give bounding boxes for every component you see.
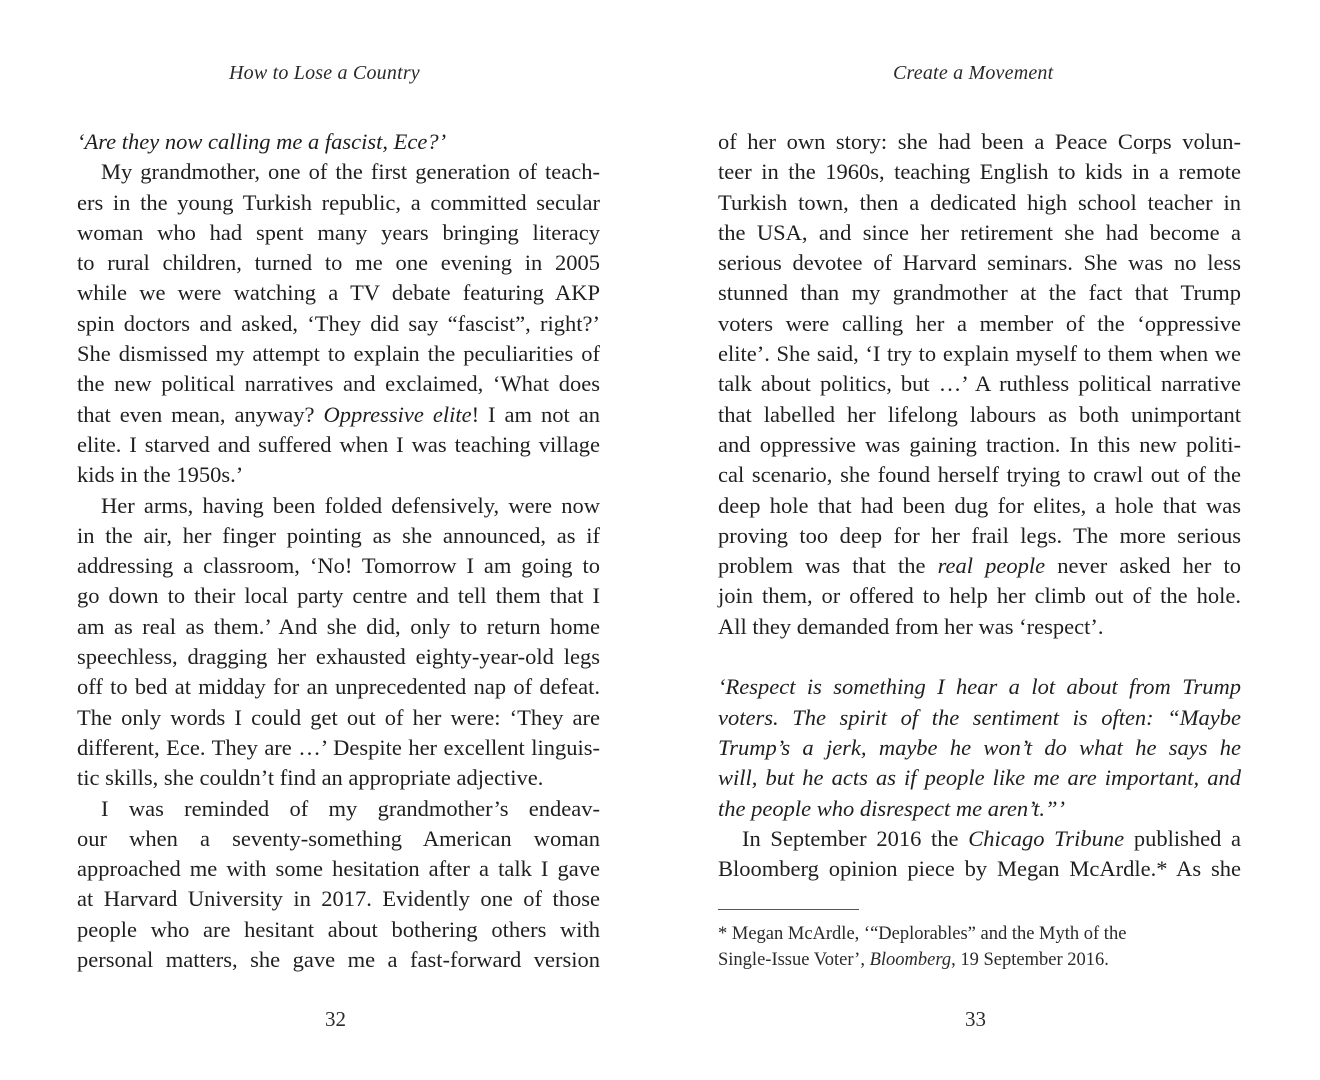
text-line: problem was that the real people never asked her to (718, 553, 1241, 579)
text-line: join them, or offered to help her climb out of the hole. (718, 583, 1241, 609)
text-line: woman who had spent many years bringing literacy (77, 219, 600, 245)
text-line: our when a seventy-something American woman (77, 825, 600, 851)
text-line: spin doctors and asked, ‘They did say “fascist”, right?’ (77, 310, 600, 336)
text-line: and oppressive was gaining traction. In this new politi- (718, 431, 1241, 457)
text-line: speechless, dragging her exhausted eighty-year-old legs (77, 644, 600, 670)
text-line: that labelled her lifelong labours as both unimportant (718, 401, 1241, 427)
text-line: elite’. She said, ‘I try to explain myself to them when we (718, 341, 1241, 367)
footnote-rule (718, 909, 859, 910)
text-line: in the air, her finger pointing as she announced, as if (77, 522, 600, 548)
section-gap (718, 642, 1241, 672)
block-quote-line: ‘Respect is something I hear a lot about from Trump (718, 674, 1241, 700)
text-line: All they demanded from her was ‘respect’. (718, 613, 1104, 639)
text-line: voters were calling her a member of the ‘oppressive (718, 310, 1241, 336)
running-head: How to Lose a Country (229, 62, 420, 84)
text-line: She dismissed my attempt to explain the peculiarities of (77, 341, 600, 367)
right-page (660, 0, 1320, 1080)
page-number: 33 (965, 1007, 986, 1031)
text-line: I was reminded of my grandmother’s endeav- (101, 795, 600, 821)
text-line: off to bed at midday for an unprecedented nap of defeat. (77, 674, 600, 700)
footnote (718, 921, 1198, 973)
text-line: The only words I could get out of her were: ‘They are (77, 704, 600, 730)
text-line: deep hole that had been dug for elites, a hole that was (718, 492, 1241, 518)
text-line: Turkish town, then a dedicated high school teacher in (718, 189, 1241, 215)
block-quote-line: Trump’s a jerk, maybe he won’t do what he says he (718, 734, 1241, 760)
text-line: proving too deep for her frail legs. The more serious (718, 522, 1241, 548)
page-body (718, 127, 1241, 884)
text-line: addressing a classroom, ‘No! Tomorrow I am going to (77, 553, 600, 579)
block-quote-line: voters. The spirit of the sentiment is often: “Maybe (718, 704, 1241, 730)
footnote-line: * Megan McArdle, ‘“Deplorables” and the Myth of the (718, 924, 1127, 944)
text-line: while we were watching a TV debate featuring AKP (77, 280, 600, 306)
footnote-line: Single-Issue Voter’, Bloomberg, 19 September 2016. (718, 950, 1109, 970)
text-line: tic skills, she couldn’t find an appropriate adjective. (77, 765, 544, 791)
text-line: teer in the 1960s, teaching English to kids in a remote (718, 159, 1241, 185)
text-line: go down to their local party centre and tell them that I (77, 583, 600, 609)
block-quote-line: the people who disrespect me aren’t.”’ (718, 795, 1066, 821)
text-line: the USA, and since her retirement she had become a (718, 219, 1241, 245)
text-line: Bloomberg opinion piece by Megan McArdle.* As she (718, 856, 1241, 882)
text-line: of her own story: she had been a Peace Corps volun- (718, 129, 1241, 154)
text-line: stunned than my grandmother at the fact that Trump (718, 280, 1241, 306)
text-line: different, Ece. They are …’ Despite her excellent linguis- (77, 734, 600, 760)
text-line: approached me with some hesitation after a talk I gave (77, 856, 600, 882)
text-line: kids in the 1950s.’ (77, 462, 244, 488)
text-line: that even mean, anyway? Oppressive elite! I am not an (77, 401, 600, 427)
text-line: the new political narratives and exclaimed, ‘What does (77, 371, 600, 397)
text-line: people who are hesitant about bothering others with (77, 916, 600, 942)
text-line: Her arms, having been folded defensively, were now (101, 492, 600, 518)
text-line: cal scenario, she found herself trying to crawl out of the (718, 462, 1241, 488)
text-line: personal matters, she gave me a fast-forward version (77, 947, 600, 973)
text-line: elite. I starved and suffered when I was teaching village (77, 431, 600, 457)
text-line: ers in the young Turkish republic, a committed secular (77, 189, 600, 215)
page-body (77, 127, 600, 975)
text-line: My grandmother, one of the first generation of teach- (101, 159, 600, 185)
page-number: 32 (325, 1007, 346, 1031)
running-head: Create a Movement (893, 62, 1054, 84)
text-line: talk about politics, but …’ A ruthless political narrative (718, 371, 1241, 397)
text-line: serious devotee of Harvard seminars. She was no less (718, 250, 1241, 276)
epigraph-quote: ‘Are they now calling me a fascist, Ece?’ (77, 129, 447, 154)
text-line: at Harvard University in 2017. Evidently one of those (77, 886, 600, 912)
text-line: am as real as them.’ And she did, only to return home (77, 613, 600, 639)
block-quote-line: will, but he acts as if people like me are important, and (718, 765, 1241, 791)
text-line: to rural children, turned to me one evening in 2005 (77, 250, 600, 276)
text-line: In September 2016 the Chicago Tribune published a (742, 825, 1242, 851)
